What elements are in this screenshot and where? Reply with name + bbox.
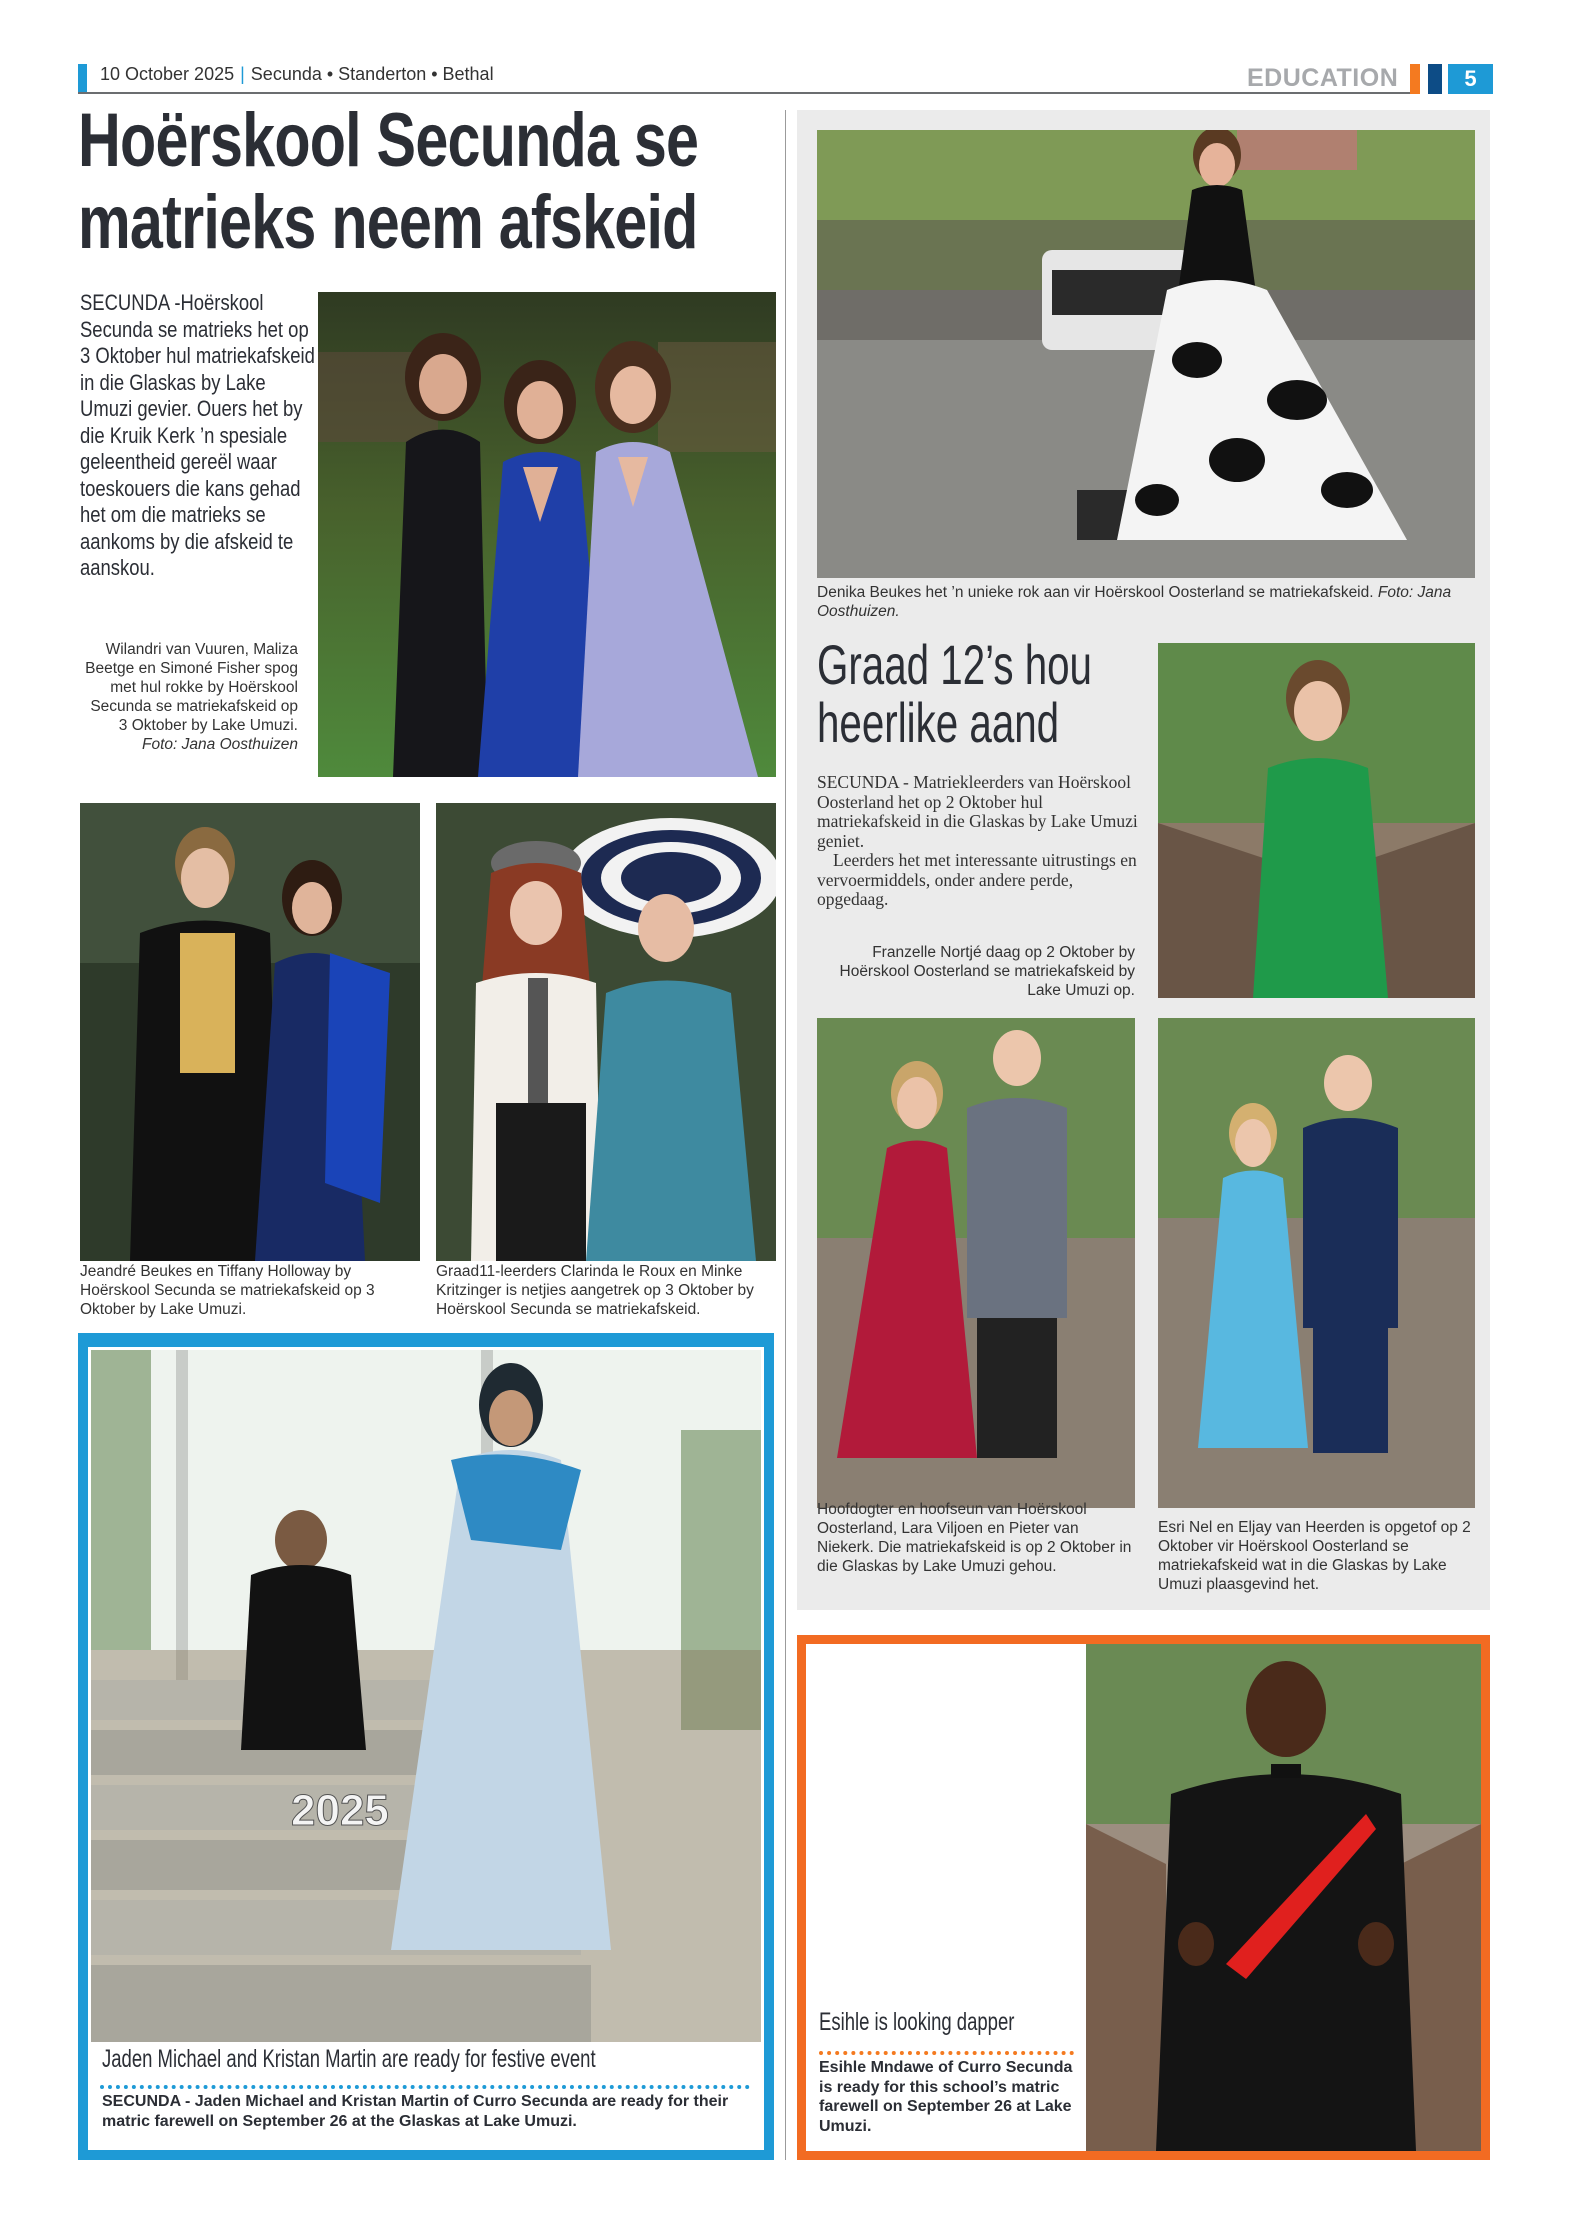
photo-costume-girls — [436, 803, 776, 1261]
photo-tuxedo-boy-image — [1086, 1644, 1481, 2151]
photo-red-gown-couple-image — [817, 1018, 1135, 1508]
feature-box-blue-title: Jaden Michael and Kristan Martin are ready for festive event — [102, 2045, 596, 2073]
caption-text: Denika Beukes het ’n unieke rok aan vir Hoërskool Oosterland se matriekafskeid. — [817, 584, 1374, 601]
header-rule — [78, 92, 1418, 94]
photo-credit: Foto: Jana Oosthuizen — [142, 736, 298, 753]
dateline-separator: | — [240, 64, 245, 84]
photo-cow-print-gown-image — [817, 130, 1475, 578]
article2-headline — [817, 633, 1092, 754]
dateline — [100, 64, 494, 85]
headline-line-2: matrieks neem afskeid — [78, 180, 698, 265]
photo-green-gown — [1158, 643, 1475, 998]
photo-cow-print-gown — [817, 130, 1475, 578]
photo-blue-gown-caption: Esri Nel en Eljay van Heerden is opgetof op 2 Oktober vir Hoërskool Oosterland se matriekafskeid wat in die Glaskas by Lake Umuzi plaasgevind het. — [1158, 1519, 1471, 1593]
headline-line-1: Graad 12’s hou — [817, 633, 1092, 696]
column-divider — [785, 110, 786, 2160]
photo-steps-couple-image — [91, 1350, 761, 2042]
body-paragraph-1: SECUNDA - Matriekleerders van Hoërskool Oosterland het op 2 Oktober hul matriekafskeid in die Glaskas by Lake Umuzi geniet. — [817, 772, 1138, 851]
photo-red-gown-couple — [817, 1018, 1135, 1508]
section-label: EDUCATION — [1247, 64, 1399, 92]
dotted-rule-blue — [100, 2085, 750, 2089]
section-navy-block — [1428, 64, 1442, 94]
photo-three-girls-caption — [80, 640, 298, 754]
header-accent-bar — [78, 64, 87, 92]
photo-gold-waistcoat-caption: Jeandré Beukes en Tiffany Holloway by Hoërskool Secunda se matriekafskeid op 3 Oktober by Lake Umuzi. — [80, 1263, 375, 1318]
article1-intro: SECUNDA -Hoërskool Secunda se matrieks het op 3 Oktober hul matriekafskeid in die Glaskas by Lake Umuzi gevier. Ouers het by die Kruik Kerk ’n spesiale geleentheid gereël waar toeskouers die kans gehad het om die matrieks se aankoms by die afskeid te aanskou. — [80, 290, 315, 580]
photo-blue-gown-couple-image — [1158, 1018, 1475, 1508]
photo-cow-print-caption — [817, 583, 1477, 621]
photo-gold-waistcoat-couple — [80, 803, 420, 1261]
photo-red-gown-caption: Hoofdogter en hoofseun van Hoërskool Oosterland, Lara Viljoen en Pieter van Niekerk. Die matriekafskeid is op 2 Oktober in die Glaskas by Lake Umuzi gehou. — [817, 1501, 1132, 1575]
issue-date: 10 October 2025 — [100, 64, 235, 84]
photo-green-gown-image — [1158, 643, 1475, 998]
headline-line-1: Hoërskool Secunda se — [78, 98, 699, 183]
feature-box-orange-body: Esihle Mndawe of Curro Secunda is ready for this school’s matric farewell on September 26 at Lake Umuzi. — [819, 2059, 1073, 2135]
body-paragraph-2: Leerders het met interessante uitrustings en vervoermiddels, onder andere perde, opgedaag. — [817, 850, 1137, 909]
section-orange-block — [1410, 64, 1420, 94]
photo-green-gown-caption: Franzelle Nortjé daag op 2 Oktober by Hoërskool Oosterland se matriekafskeid by Lake Umuzi op. — [839, 944, 1135, 999]
photo-steps-couple — [91, 1350, 761, 2042]
sign-2025: 2025 — [291, 1786, 389, 1835]
photo-tuxedo-boy — [1086, 1644, 1481, 2151]
article2-body — [817, 773, 1147, 910]
page-number: 5 — [1448, 64, 1493, 94]
photo-three-girls-image — [318, 292, 776, 777]
photo-three-girls — [318, 292, 776, 777]
caption-text: Wilandri van Vuuren, Maliza Beetge en Simoné Fisher spog met hul rokke by Hoërskool Secunda se matriekafskeid op 3 Oktober by Lake Umuzi. — [85, 641, 298, 734]
dotted-rule-orange — [819, 2051, 1074, 2055]
photo-blue-gown-couple — [1158, 1018, 1475, 1508]
edition-locations: Secunda • Standerton • Bethal — [250, 64, 494, 84]
photo-gold-waistcoat-couple-image — [80, 803, 420, 1261]
headline-line-2: heerlike aand — [817, 691, 1060, 754]
photo-credit: Foto: Jana Oosthuizen. — [817, 584, 1452, 620]
photo-costume-girls-caption: Graad11-leerders Clarinda le Roux en Minke Kritzinger is netjies aangetrek op 3 Oktober by Hoërskool Secunda se matriekafskeid. — [436, 1263, 754, 1318]
article1-headline — [78, 100, 780, 264]
feature-box-orange-title: Esihle is looking dapper — [819, 2008, 1015, 2036]
photo-costume-girls-image — [436, 803, 776, 1261]
feature-box-blue-body: SECUNDA - Jaden Michael and Kristan Martin of Curro Secunda are ready for their matric farewell on September 26 at the Glaskas at Lake Umuzi. — [102, 2093, 729, 2130]
